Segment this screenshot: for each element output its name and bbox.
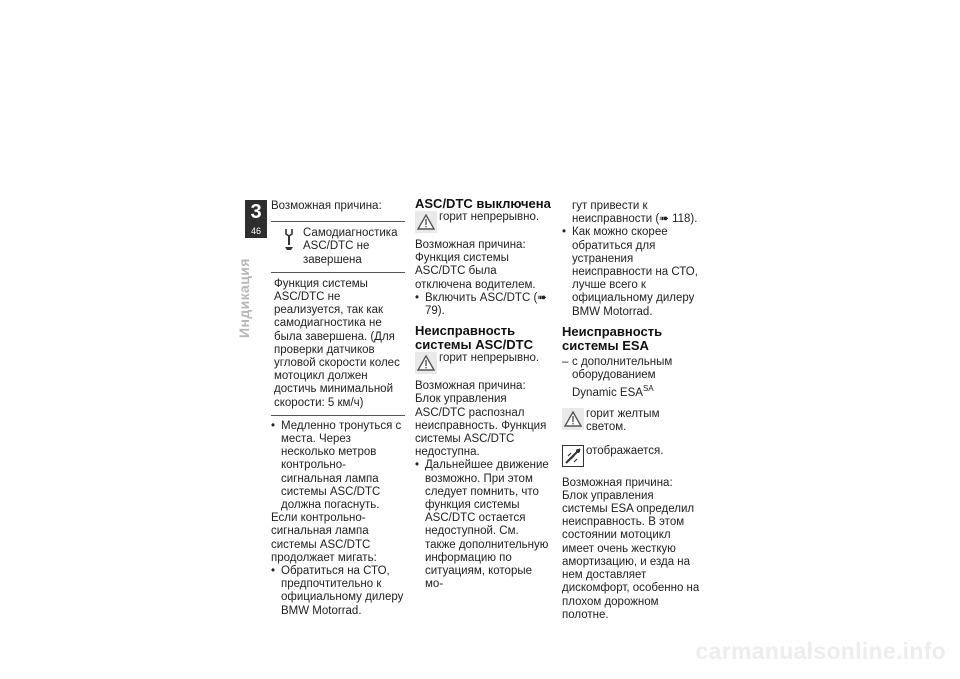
display-status: отображается.: [586, 444, 664, 457]
page-number: 46: [245, 224, 267, 238]
info-box: [271, 221, 405, 416]
cause-text: Функция системы ASC/DTC была отключена водителем.: [415, 252, 536, 291]
cause-label: Возможная причина:: [415, 239, 526, 251]
heading-asc-fault: Неисправность системы ASC/DTC: [415, 323, 533, 353]
suspension-fault-icon: [562, 445, 584, 467]
list-item: • Медленно тронуться с места. Через несколько метров контрольно-сигнальная лампа системы ASC/DTC должна погаснуть.: [271, 420, 405, 512]
cause-text: Блок управления системы ESA определил неисправность. В этом состоянии мотоцикл имеет очень жесткую амортизацию, и езда на нем доставляет дискомфорт, особенно на плохом дорожном полотне.: [562, 489, 700, 621]
paragraph: Если контрольно-сигнальная лампа системы ASC/DTC продолжает мигать:: [271, 512, 377, 564]
warning-triangle-icon: [562, 408, 584, 430]
column-3: [562, 200, 700, 622]
option-note: – с дополнительным оборудованием Dynamic $ESA^{SA}$: [562, 356, 700, 400]
section-title: Индикация: [236, 258, 252, 338]
list-item: • Дальнейшее движение возможно. При этом следует помнить, что функция системы ASC/DTC остается недоступной. См. также дополнительную информацию по ситуациям, которые мо-: [415, 459, 551, 591]
box-text: Функция системы ASC/DTC не реализуется, так как самодиагностика не была завершена. (Для проверки датчиков угловой скорости колес мотоцикл должен достичь минимальной скорости: 5 км/ч): [274, 277, 400, 409]
warning-triangle-icon: [415, 352, 437, 374]
heading-esa-fault: Неисправность системы ESA: [562, 323, 663, 353]
list-item: • Как можно скорее обратиться для устранения неисправности на СТО, лучше всего к официальному дилеру BMW Motorrad.: [562, 226, 700, 318]
cause-label: Возможная причина:: [562, 476, 673, 489]
cause-text: Блок управления ASC/DTC распознал неисправность. Функция системы ASC/DTC недоступна.: [415, 393, 547, 459]
continued-text: гут привести к неисправности (➠ 118).: [572, 200, 698, 226]
wrench-icon: [281, 227, 297, 251]
cause-label: Возможная причина:: [415, 380, 526, 393]
chapter-number: 3: [245, 200, 267, 224]
lit-status: горит желтым светом.: [586, 408, 660, 434]
cause-label: Возможная причина:: [271, 200, 382, 212]
list-item: • Включить ASC/DTC (➠ 79).: [415, 292, 551, 318]
column-1: [271, 200, 405, 618]
lit-status: горит непрерывно.: [439, 211, 540, 223]
warning-triangle-icon: [415, 211, 437, 233]
box-title: Самодиагностика ASC/DTC не завершена: [303, 227, 398, 266]
lit-status: горит непрерывно.: [439, 352, 540, 365]
heading-asc-off: ASC/DTC выключена: [415, 196, 551, 211]
watermark: carmanualsonline.info: [695, 638, 946, 664]
list-item: • Обратиться на СТО, предпочтительно к официальному дилеру BMW Motorrad.: [271, 565, 405, 618]
column-2: [415, 197, 551, 591]
